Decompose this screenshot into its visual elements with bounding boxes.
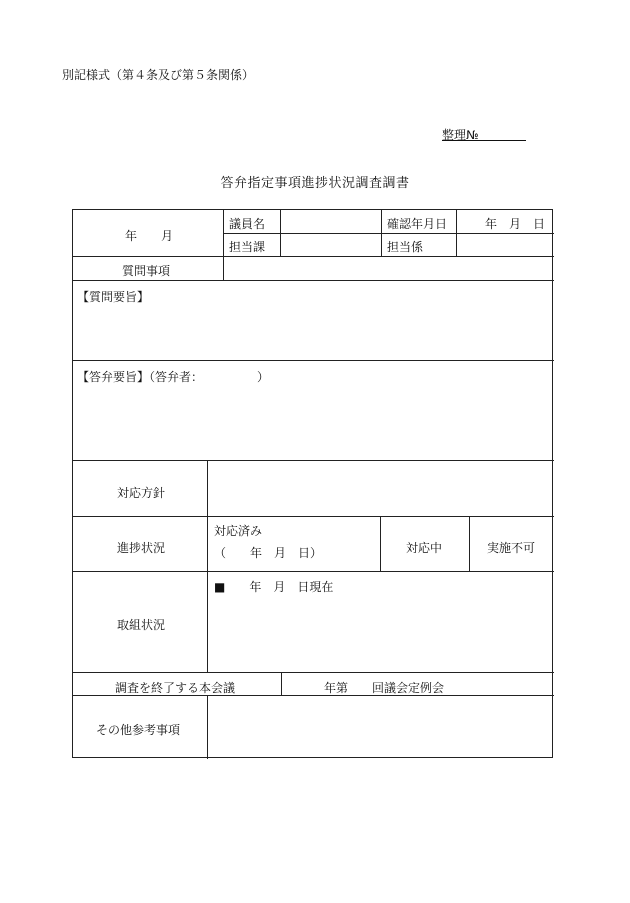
row-divider xyxy=(73,672,554,673)
row-divider xyxy=(73,571,554,572)
progress-label: 進捗状況 xyxy=(117,541,166,555)
col-divider xyxy=(281,672,282,695)
seiri-number-underline xyxy=(442,140,526,141)
policy-label: 対応方針 xyxy=(117,486,166,500)
in-progress-label: 対応中 xyxy=(406,541,443,555)
not-feasible-label: 実施不可 xyxy=(487,541,536,555)
survey-form-table xyxy=(72,209,553,758)
row-divider xyxy=(73,516,554,517)
question-summary-label: 【質問要旨】 xyxy=(77,290,150,304)
col-divider xyxy=(381,210,382,256)
dept-field[interactable] xyxy=(281,234,380,255)
row-divider xyxy=(73,360,554,361)
member-name-label: 議員名 xyxy=(229,217,266,231)
end-meeting-label: 調査を終了する本会議 xyxy=(115,681,236,695)
policy-field[interactable] xyxy=(208,461,553,515)
question-item-field[interactable] xyxy=(224,257,553,279)
document-title: 答弁指定事項進捗状況調査調書 xyxy=(220,176,410,191)
other-label: その他参考事項 xyxy=(96,723,181,737)
form-reference: 別記様式（第４条及び第５条関係） xyxy=(62,68,255,82)
done-date: （ 年 月 日） xyxy=(214,546,323,560)
section-field[interactable] xyxy=(457,234,553,255)
effort-label: 取組状況 xyxy=(117,618,166,632)
question-item-label: 質問事項 xyxy=(122,264,171,278)
effort-date: ■ 年 月 日現在 xyxy=(214,580,334,594)
row-divider xyxy=(73,280,554,281)
confirm-date-value[interactable]: 年 月 日 xyxy=(485,217,546,231)
seiri-number-label: 整理№ xyxy=(442,128,479,142)
member-name-field[interactable] xyxy=(281,211,380,232)
col-divider xyxy=(380,516,381,571)
answer-summary-label: 【答弁要旨】（答弁者： ） xyxy=(77,370,270,384)
col-divider xyxy=(469,516,470,571)
dept-label: 担当課 xyxy=(229,240,266,254)
section-label: 担当係 xyxy=(387,240,424,254)
confirm-date-label: 確認年月日 xyxy=(387,217,448,231)
end-meeting-value: 年第 回議会定例会 xyxy=(324,681,445,695)
done-label: 対応済み xyxy=(214,524,263,538)
other-field[interactable] xyxy=(208,696,553,758)
year-month-label: 年 月 xyxy=(125,229,174,243)
